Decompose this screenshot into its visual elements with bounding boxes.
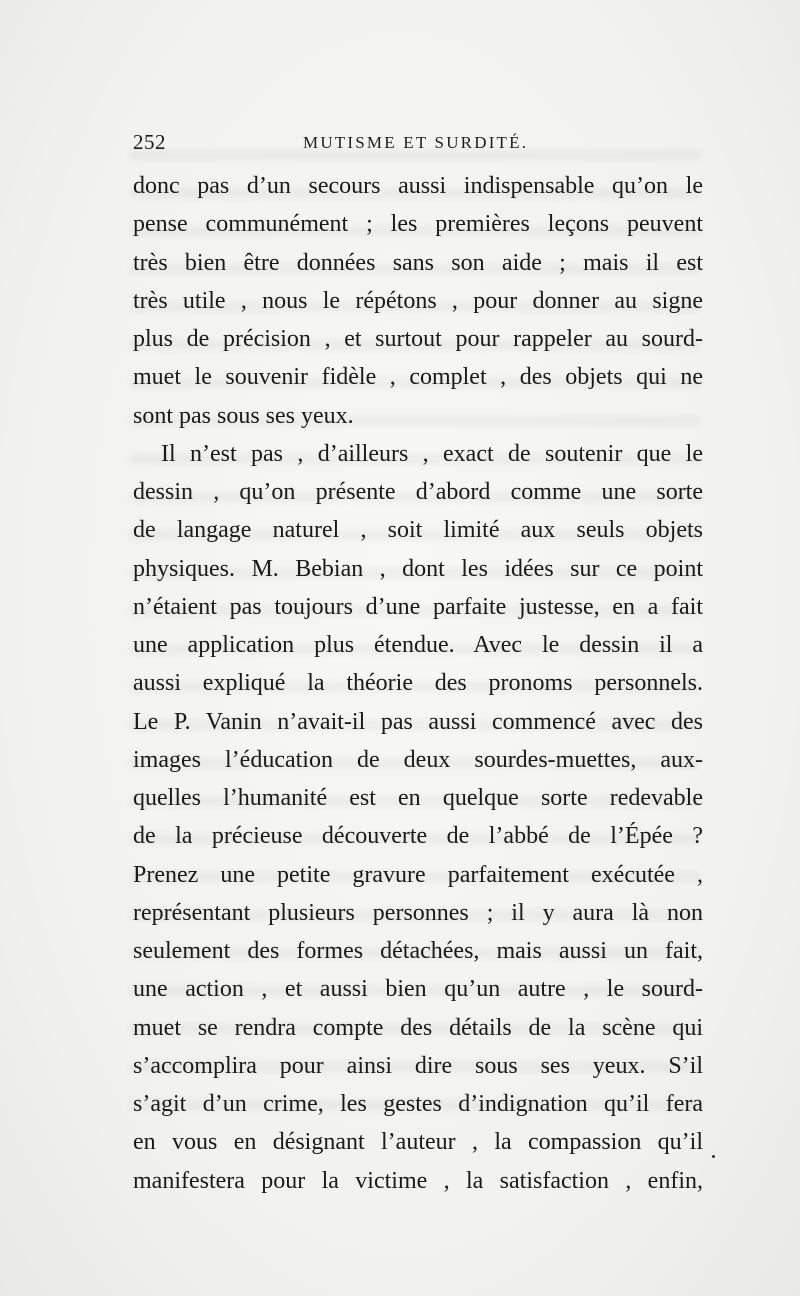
text-line: images l’éducation de deux sourdes-muettes, aux- — [133, 746, 703, 773]
text-line: muet le souvenir fidèle , complet , des objets qui ne — [133, 364, 703, 391]
ink-speck — [712, 1155, 715, 1158]
text-line: plus de précision , et surtout pour rappeler au sourd- — [133, 326, 703, 352]
running-title: MUTISME ET SURDITÉ. — [303, 133, 529, 152]
page-number: 252 — [133, 130, 166, 154]
text-line: aussi expliqué la théorie des pronoms personnels. — [133, 670, 703, 697]
text-line: manifestera pour la victime , la satisfaction , enfin, — [133, 1167, 703, 1194]
text-line: une application plus étendue. Avec le dessin il a — [133, 632, 703, 658]
text-line: représentant plusieurs personnes ; il y aura là non — [133, 899, 703, 926]
paragraph — [133, 435, 703, 1200]
body-text — [133, 167, 703, 1200]
text-line: sont pas sous ses yeux. — [133, 402, 354, 429]
text-line: Il n’est pas , d’ailleurs , exact de soutenir que le — [161, 440, 703, 467]
text-line: de la précieuse découverte de l’abbé de l’Épée ? — [133, 823, 703, 850]
text-line: n’étaient pas toujours d’une parfaite justesse, en a fait — [133, 593, 703, 620]
text-line: quelles l’humanité est en quelque sorte redevable — [133, 785, 703, 811]
text-line: pense communément ; les premières leçons peuvent — [133, 211, 703, 238]
text-line: s’accomplira pour ainsi dire sous ses yeux. S’il — [133, 1052, 703, 1079]
text-line: donc pas d’un secours aussi indispensable qu’on le — [133, 173, 703, 199]
page-header — [133, 130, 703, 160]
text-line: très bien être données sans son aide ; mais il est — [133, 249, 703, 276]
text-line: dessin , qu’on présente d’abord comme une sorte — [133, 479, 703, 505]
text-line: Le P. Vanin n’avait-il pas aussi commencé avec des — [133, 708, 703, 735]
text-line: physiques. M. Bebian , dont les idées sur ce point — [133, 555, 703, 582]
text-line: Prenez une petite gravure parfaitement exécutée , — [133, 861, 703, 888]
paragraph — [133, 167, 703, 435]
text-line: seulement des formes détachées, mais aussi un fait, — [133, 938, 703, 964]
text-line: en vous en désignant l’auteur , la compassion qu’il — [133, 1129, 703, 1156]
text-line: très utile , nous le répétons , pour donner au signe — [133, 287, 703, 314]
text-line: muet se rendra compte des détails de la scène qui — [133, 1014, 703, 1041]
text-line: s’agit d’un crime, les gestes d’indignation qu’il fera — [133, 1091, 703, 1117]
text-line: de langage naturel , soit limité aux seuls objets — [133, 517, 703, 544]
text-line: une action , et aussi bien qu’un autre , le sourd- — [133, 976, 703, 1003]
